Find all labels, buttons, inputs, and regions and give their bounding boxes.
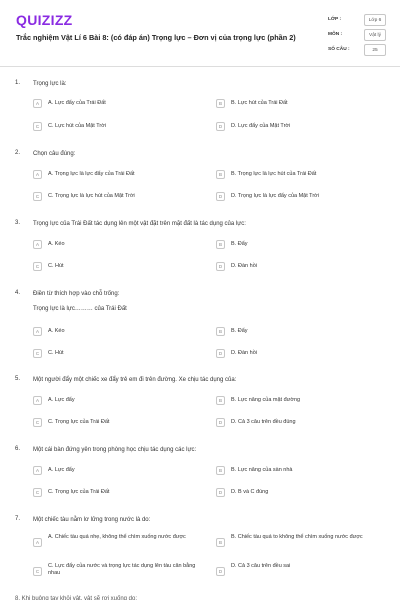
question-text: Trọng lực của Trái Đất tác dụng lên một vật đặt trên mặt đất là tác dụng của lực: — [33, 221, 246, 227]
option-letter-badge: A — [33, 538, 42, 547]
option-text: D. Trọng lực là lực đẩy của Mặt Trời — [231, 193, 319, 199]
option-c[interactable] — [33, 347, 205, 361]
meta-grade — [328, 14, 388, 29]
option-text: B. Lực nâng của mặt đường — [231, 397, 301, 403]
option-c[interactable] — [33, 486, 205, 500]
option-text: A. Lực đẩy — [48, 467, 75, 473]
option-text: B. Đẩy — [231, 241, 248, 247]
question-number: 4. — [15, 290, 21, 296]
option-text: D. Đàn hồi — [231, 350, 257, 356]
option-b[interactable] — [216, 532, 388, 554]
question-subtext: Trọng lực là lực……… của Trái Đất — [33, 306, 127, 312]
option-d[interactable] — [216, 486, 388, 500]
question-text: Một chiếc tàu nằm lơ lửng trong nước là do: — [33, 517, 151, 523]
option-a[interactable] — [33, 238, 205, 252]
question-text: Chọn câu đúng: — [33, 151, 76, 157]
meta-subject-value: Vật lý — [364, 29, 386, 41]
option-c[interactable] — [33, 190, 205, 204]
quiz-meta — [328, 14, 388, 59]
option-a[interactable] — [33, 168, 205, 182]
option-text: C. Trọng lực của Trái Đất — [48, 419, 110, 425]
option-text: B. Trọng lực là lực hút của Trái Đất — [231, 171, 317, 177]
meta-count-value: 25 — [364, 44, 386, 56]
question-number: 5. — [15, 376, 21, 382]
option-letter-badge: A — [33, 240, 42, 249]
option-text: C. Lực đẩy của nước và trọng lực tác dụng lên tàu cân bằng nhau — [48, 563, 196, 577]
option-text: A. Trọng lực là lực đẩy của Trái Đất — [48, 171, 135, 177]
option-letter-badge: D — [216, 567, 225, 576]
option-a[interactable] — [33, 325, 205, 339]
option-a[interactable] — [33, 97, 205, 111]
question-text: Một cái bàn đứng yên trong phòng học chịu tác dụng các lực: — [33, 447, 197, 453]
meta-subject-label: MÔN : — [328, 32, 343, 37]
option-d[interactable] — [216, 416, 388, 430]
option-text: B. Đẩy — [231, 328, 248, 334]
option-text: D. Đàn hồi — [231, 263, 257, 269]
option-text: A. Chiếc tàu quá nhẹ, không thể chìm xuống nước được — [48, 534, 186, 540]
option-a[interactable] — [33, 394, 205, 408]
option-text: A. Kéo — [48, 241, 65, 247]
option-text: A. Kéo — [48, 328, 65, 334]
option-d[interactable] — [216, 190, 388, 204]
option-letter-badge: B — [216, 466, 225, 475]
option-letter-badge: D — [216, 349, 225, 358]
option-c[interactable] — [33, 260, 205, 274]
option-text: B. Lực nâng của sàn nhà — [231, 467, 293, 473]
option-a[interactable] — [33, 532, 205, 554]
meta-count — [328, 44, 388, 59]
option-d[interactable] — [216, 260, 388, 274]
option-letter-badge: B — [216, 170, 225, 179]
question-text: Điền từ thích hợp vào chỗ trống: — [33, 291, 120, 297]
option-letter-badge: C — [33, 262, 42, 271]
option-text: D. Lực đẩy của Mặt Trời — [231, 123, 291, 129]
question-number: 7. — [15, 516, 21, 522]
option-text: B. Chiếc tàu quá to không thể chìm xuống nước được — [231, 534, 363, 540]
question-number: 3. — [15, 220, 21, 226]
question-text: Một người đẩy một chiếc xe đẩy trẻ em đi trên đường. Xe chịu tác dụng của: — [33, 377, 237, 383]
option-a[interactable] — [33, 464, 205, 478]
option-text: D. B và C đúng — [231, 489, 269, 495]
option-letter-badge: D — [216, 122, 225, 131]
option-b[interactable] — [216, 464, 388, 478]
option-letter-badge: D — [216, 192, 225, 201]
option-c[interactable] — [33, 416, 205, 430]
option-letter-badge: A — [33, 396, 42, 405]
header-divider — [0, 66, 400, 67]
option-letter-badge: C — [33, 122, 42, 131]
option-letter-badge: A — [33, 466, 42, 475]
option-text: A. Lực đẩy — [48, 397, 75, 403]
option-letter-badge: A — [33, 170, 42, 179]
option-d[interactable] — [216, 347, 388, 361]
option-letter-badge: B — [216, 538, 225, 547]
option-text: B. Lực hút của Trái Đất — [231, 100, 288, 106]
meta-subject — [328, 29, 388, 44]
option-b[interactable] — [216, 325, 388, 339]
option-b[interactable] — [216, 168, 388, 182]
option-letter-badge: C — [33, 418, 42, 427]
next-question-partial: 8. Khi buông tay khỏi vật, vật sẽ rơi xuống do: — [15, 596, 138, 600]
option-letter-badge: B — [216, 99, 225, 108]
option-b[interactable] — [216, 238, 388, 252]
option-letter-badge: A — [33, 327, 42, 336]
quizizz-logo: QUIZIZZ — [16, 12, 73, 28]
option-c[interactable] — [33, 120, 205, 134]
option-letter-badge: B — [216, 396, 225, 405]
option-b[interactable] — [216, 97, 388, 111]
header — [0, 0, 400, 64]
question-number: 1. — [15, 80, 21, 86]
option-letter-badge: C — [33, 349, 42, 358]
option-letter-badge: D — [216, 418, 225, 427]
question-number: 2. — [15, 150, 21, 156]
meta-grade-label: LỚP : — [328, 17, 342, 22]
option-text: C. Hút — [48, 350, 64, 356]
meta-grade-value: Lớp 6 — [364, 14, 386, 26]
option-letter-badge: D — [216, 262, 225, 271]
option-letter-badge: D — [216, 488, 225, 497]
option-text: C. Trọng lực của Trái Đất — [48, 489, 110, 495]
option-text: C. Trọng lực là lực hút của Mặt Trời — [48, 193, 135, 199]
question-text: Trọng lực là: — [33, 81, 67, 87]
option-text: D. Cả 3 câu trên đều sai — [231, 563, 291, 569]
meta-count-label: SỐ CÂU : — [328, 47, 350, 52]
option-text: C. Hút — [48, 263, 64, 269]
option-letter-badge: A — [33, 99, 42, 108]
option-text: A. Lực đẩy của Trái Đất — [48, 100, 106, 106]
page-title: Trắc nghiệm Vật Lí 6 Bài 8: (có đáp án) Trọng lực – Đơn vị của trọng lực (phần 2) — [16, 33, 296, 42]
option-text: C. Lực hút của Mặt Trời — [48, 123, 107, 129]
option-c[interactable] — [33, 561, 205, 583]
option-letter-badge: C — [33, 567, 42, 576]
option-letter-badge: C — [33, 488, 42, 497]
option-letter-badge: B — [216, 240, 225, 249]
option-letter-badge: C — [33, 192, 42, 201]
question-number: 6. — [15, 446, 21, 452]
option-letter-badge: B — [216, 327, 225, 336]
option-text: D. Cả 3 câu trên đều đúng — [231, 419, 296, 425]
option-d[interactable] — [216, 561, 388, 583]
option-b[interactable] — [216, 394, 388, 408]
option-d[interactable] — [216, 120, 388, 134]
